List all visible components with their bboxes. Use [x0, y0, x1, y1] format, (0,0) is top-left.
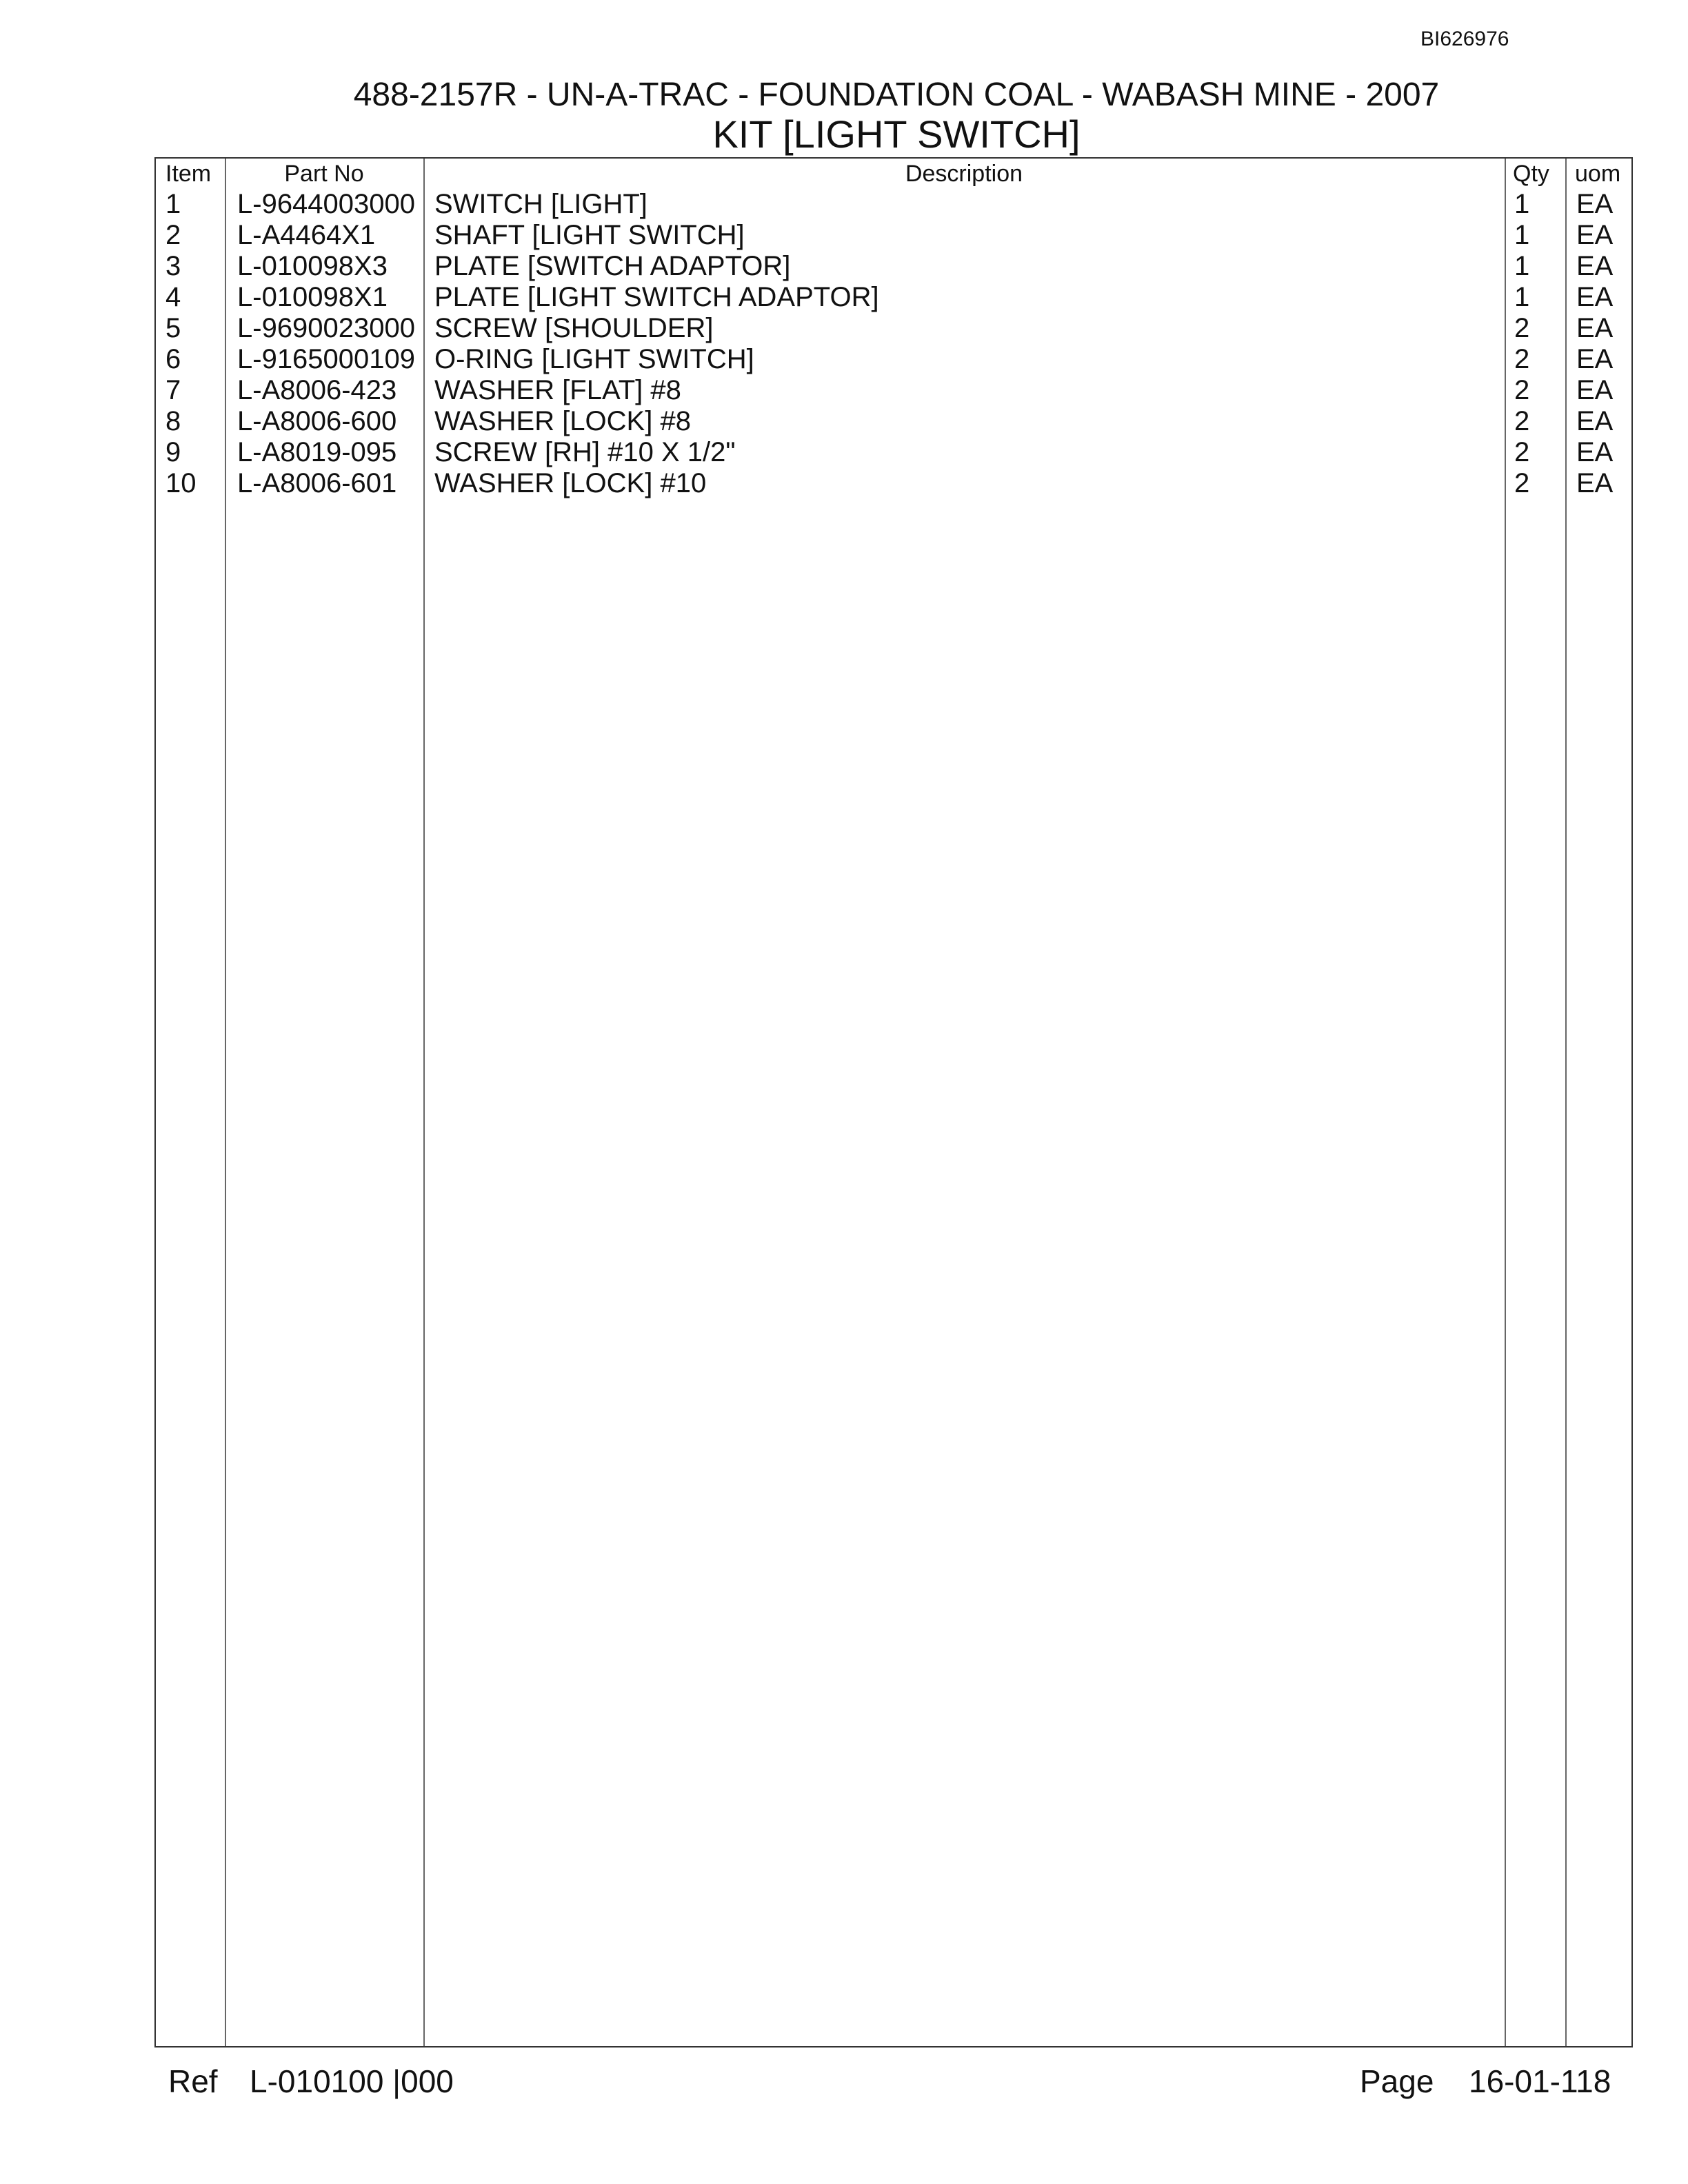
- cell-part: L-9644003000: [237, 189, 416, 219]
- cell-part: L-9165000109: [237, 344, 416, 374]
- table-row: [156, 468, 1631, 499]
- table-row: [156, 375, 1631, 406]
- cell-desc: SCREW [RH] #10 X 1/2": [434, 437, 736, 467]
- cell-desc: SWITCH [LIGHT]: [434, 189, 647, 219]
- doc-id: BI626976: [1420, 28, 1509, 50]
- cell-item: 6: [165, 344, 181, 374]
- cell-desc: WASHER [LOCK] #10: [434, 468, 707, 498]
- cell-desc: SHAFT [LIGHT SWITCH]: [434, 220, 745, 250]
- cell-item: 7: [165, 375, 181, 405]
- cell-desc: PLATE [LIGHT SWITCH ADAPTOR]: [434, 282, 879, 312]
- header-item: Item: [165, 161, 212, 187]
- cell-uom: EA: [1576, 468, 1614, 498]
- cell-uom: EA: [1576, 437, 1614, 467]
- cell-uom: EA: [1576, 406, 1614, 436]
- table-row: [156, 437, 1631, 468]
- cell-qty: 2: [1514, 375, 1530, 405]
- table-row: [156, 406, 1631, 437]
- table-body: [156, 189, 1631, 499]
- cell-qty: 1: [1514, 220, 1530, 250]
- header-qty: Qty: [1513, 161, 1549, 187]
- page-value: 16-01-118: [1469, 2063, 1611, 2099]
- doc-title: 488-2157R - UN-A-TRAC - FOUNDATION COAL - WABASH MINE - 2007: [353, 77, 1440, 113]
- cell-qty: 1: [1514, 189, 1530, 219]
- cell-part: L-010098X1: [237, 282, 388, 312]
- cell-qty: 2: [1514, 468, 1530, 498]
- cell-qty: 1: [1514, 282, 1530, 312]
- cell-item: 5: [165, 313, 181, 343]
- cell-uom: EA: [1576, 313, 1614, 343]
- cell-part: L-A8006-601: [237, 468, 397, 498]
- cell-qty: 2: [1514, 437, 1530, 467]
- cell-desc: WASHER [FLAT] #8: [434, 375, 681, 405]
- cell-part: L-A8006-600: [237, 406, 397, 436]
- cell-part: L-A8006-423: [237, 375, 397, 405]
- kit-title: KIT [LIGHT SWITCH]: [712, 112, 1081, 156]
- cell-qty: 2: [1514, 313, 1530, 343]
- ref-label: Ref: [168, 2063, 218, 2099]
- cell-part: L-9690023000: [237, 313, 416, 343]
- cell-desc: PLATE [SWITCH ADAPTOR]: [434, 251, 791, 281]
- cell-item: 4: [165, 282, 181, 312]
- cell-uom: EA: [1576, 220, 1614, 250]
- header-part-no: Part No: [284, 161, 364, 187]
- cell-desc: WASHER [LOCK] #8: [434, 406, 691, 436]
- cell-uom: EA: [1576, 189, 1614, 219]
- ref-value: L-010100 |000: [250, 2063, 454, 2099]
- table-row: [156, 220, 1631, 251]
- page-label: Page: [1360, 2063, 1434, 2099]
- cell-part: L-A4464X1: [237, 220, 376, 250]
- cell-item: 2: [165, 220, 181, 250]
- header-uom: uom: [1575, 161, 1621, 187]
- parts-table: [154, 157, 1633, 2048]
- cell-qty: 2: [1514, 344, 1530, 374]
- cell-qty: 1: [1514, 251, 1530, 281]
- header-description: Description: [905, 161, 1023, 187]
- cell-desc: O-RING [LIGHT SWITCH]: [434, 344, 754, 374]
- cell-part: L-A8019-095: [237, 437, 397, 467]
- cell-part: L-010098X3: [237, 251, 388, 281]
- cell-item: 10: [165, 468, 197, 498]
- table-row: [156, 282, 1631, 313]
- table-row: [156, 344, 1631, 375]
- cell-uom: EA: [1576, 375, 1614, 405]
- cell-qty: 2: [1514, 406, 1530, 436]
- cell-item: 1: [165, 189, 181, 219]
- cell-desc: SCREW [SHOULDER]: [434, 313, 714, 343]
- cell-uom: EA: [1576, 344, 1614, 374]
- cell-uom: EA: [1576, 282, 1614, 312]
- table-row: [156, 189, 1631, 220]
- table-row: [156, 313, 1631, 344]
- cell-item: 8: [165, 406, 181, 436]
- cell-uom: EA: [1576, 251, 1614, 281]
- table-row: [156, 251, 1631, 282]
- cell-item: 3: [165, 251, 181, 281]
- cell-item: 9: [165, 437, 181, 467]
